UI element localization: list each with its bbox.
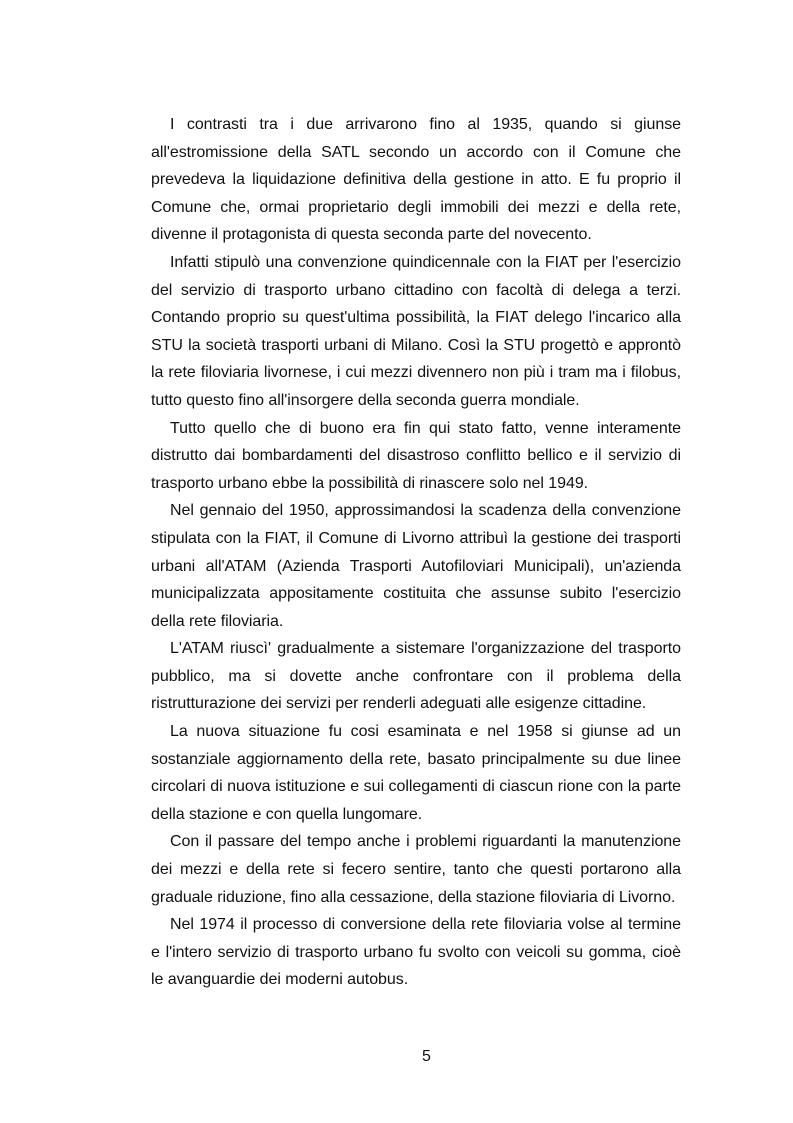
page-number: 5 [422,1048,431,1065]
paragraph: I contrasti tra i due arrivarono fino al 1935, quando si giunse all'estromissione della SATL secondo un accordo con il Comune che prevedeva la liquidazione definitiva della gestione in atto. E fu proprio il Comune che, ormai proprietario degli immobili dei mezzi e della rete, divenne il protagonista di questa seconda parte del novecento. [151,116,681,244]
paragraph: La nuova situazione fu cosi esaminata e nel 1958 si giunse ad un sostanziale aggiornamento della rete, basato principalmente su due linee circolari di nuova istituzione e sui collegamenti di ciascun rione con la parte della stazione e con quella lungomare. [151,723,681,823]
paragraph: Nel gennaio del 1950, approssimandosi la scadenza della convenzione stipulata con la FIAT, il Comune di Livorno attribuì la gestione dei trasporti urbani all'ATAM (Azienda Trasporti Autofiloviari Municipali), un'azienda municipalizzata appositamente costituita che assunse subito l'esercizio della rete filoviaria. [151,502,681,630]
paragraph: Con il passare del tempo anche i problemi riguardanti la manutenzione dei mezzi e della rete si fecero sentire, tanto che questi portarono alla graduale riduzione, fino alla cessazione, della stazione filoviaria di Livorno. [151,833,681,906]
body-text [151,111,681,994]
paragraph: L'ATAM riuscì' gradualmente a sistemare l'organizzazione del trasporto pubblico, ma si dovette anche confrontare con il problema della ristrutturazione dei servizi per renderli adeguati alle esigenze cittadine. [151,640,681,713]
paragraph: Nel 1974 il processo di conversione della rete filoviaria volse al termine e l'intero servizio di trasporto urbano fu svolto con veicoli su gomma, cioè le avanguardie dei moderni autobus. [151,916,681,989]
paragraph: Infatti stipulò una convenzione quindicennale con la FIAT per l'esercizio del servizio di trasporto urbano cittadino con facoltà di delega a terzi. Contando proprio su quest'ultima possibilità, la FIAT delego l'incarico alla STU la società trasporti urbani di Milano. Così la STU progettò e approntò la rete filoviaria livornese, i cui mezzi divennero non più i tram ma i filobus, tutto questo fino all'insorgere della seconda guerra mondiale. [151,253,681,409]
paragraph: Tutto quello che di buono era fin qui stato fatto, venne interamente distrutto dai bombardamenti del disastroso conflitto bellico e il servizio di trasporto urbano ebbe la possibilità di rinascere solo nel 1949. [151,419,681,492]
